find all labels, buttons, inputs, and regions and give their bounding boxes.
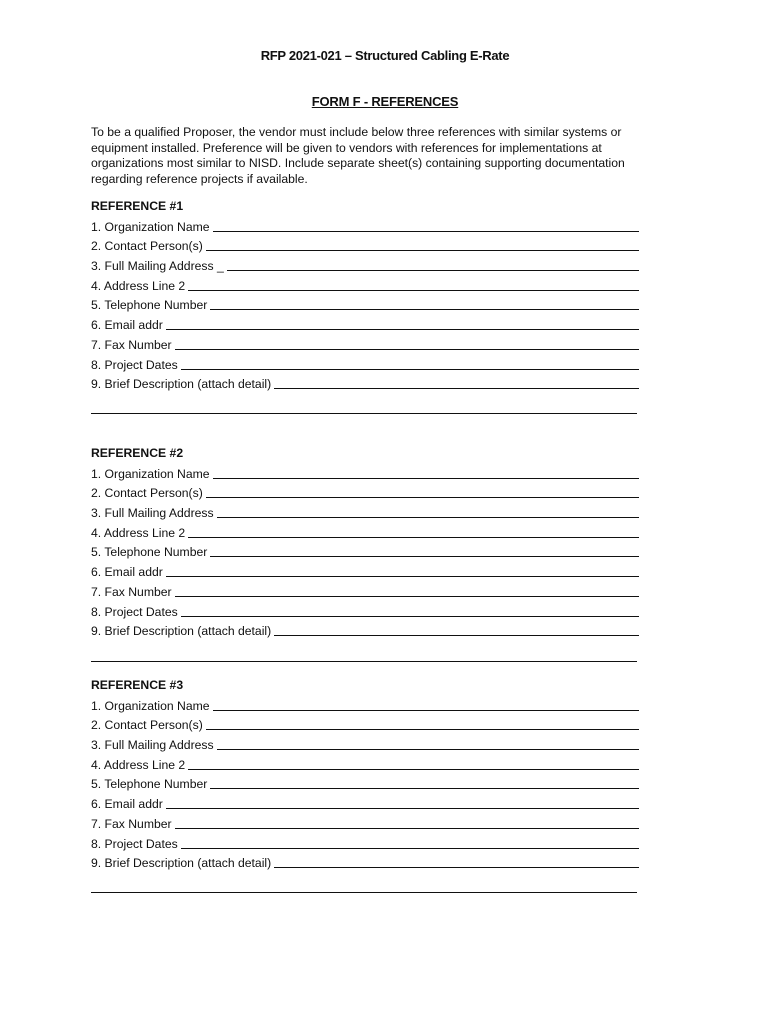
field-blank-line[interactable] (175, 595, 639, 597)
field-label: 7. Fax Number (91, 337, 172, 352)
reference-2-extra-line[interactable] (91, 661, 637, 662)
field-label: 1. Organization Name (91, 219, 210, 234)
field-label: 3. Full Mailing Address (91, 738, 214, 753)
field-blank-line[interactable] (206, 728, 639, 730)
field-label: 8. Project Dates (91, 357, 178, 372)
field-label: 9. Brief Description (attach detail) (91, 377, 272, 392)
field-blank-line[interactable] (206, 496, 639, 498)
field-blank-line[interactable] (181, 368, 639, 370)
field-label: 8. Project Dates (91, 836, 178, 851)
field-blank-line[interactable] (210, 787, 639, 789)
form-field-row (91, 811, 639, 831)
field-label: 1. Organization Name (91, 698, 210, 713)
field-label: 2. Contact Person(s) (91, 718, 203, 733)
reference-3-extra-line[interactable] (91, 892, 637, 893)
field-blank-line[interactable] (274, 387, 639, 389)
field-blank-line[interactable] (217, 748, 639, 750)
field-blank-line[interactable] (175, 827, 639, 829)
field-blank-line[interactable] (213, 230, 639, 232)
field-blank-line[interactable] (188, 536, 639, 538)
field-label: 8. Project Dates (91, 604, 178, 619)
field-label: 4. Address Line 2 (91, 757, 186, 772)
field-label: 2. Contact Person(s) (91, 486, 203, 501)
form-field-row (91, 693, 639, 713)
form-field-row (91, 352, 639, 372)
reference-fields (91, 214, 639, 391)
field-blank-line[interactable] (166, 328, 639, 330)
field-label: 5. Telephone Number (91, 545, 208, 560)
field-blank-line[interactable] (274, 634, 639, 636)
form-field-row (91, 273, 639, 293)
form-field-row (91, 713, 639, 733)
field-blank-line[interactable] (188, 289, 639, 291)
field-label: 2. Contact Person(s) (91, 239, 203, 254)
field-blank-line[interactable] (175, 348, 639, 350)
document-title: RFP 2021-021 – Structured Cabling E-Rate (260, 48, 510, 63)
form-field-row (91, 481, 639, 501)
form-field-row (91, 851, 639, 871)
intro-paragraph: To be a qualified Proposer, the vendor must include below three references with similar systems or equipment installed. Preference will be given to vendors with references for implementations at organizations most similar to NISD. Include separate sheet(s) containing supporting documentation regarding reference projects if available. (91, 125, 625, 186)
field-label: 6. Email addr (91, 565, 163, 580)
form-field-row (91, 293, 639, 313)
field-label: 9. Brief Description (attach detail) (91, 624, 272, 639)
form-field-row (91, 732, 639, 752)
field-label: 7. Fax Number (91, 584, 172, 599)
form-field-row (91, 312, 639, 332)
form-field-row (91, 540, 639, 560)
form-field-row (91, 500, 639, 520)
field-label: 5. Telephone Number (91, 298, 208, 313)
reference-3-section (91, 678, 639, 870)
reference-1-extra-line[interactable] (91, 413, 637, 414)
field-blank-line[interactable] (181, 847, 639, 849)
field-blank-line[interactable] (217, 516, 639, 518)
field-blank-line[interactable] (210, 555, 639, 557)
form-field-row (91, 752, 639, 772)
reference-heading: REFERENCE #1 (91, 199, 184, 213)
field-label: 7. Fax Number (91, 816, 172, 831)
form-field-row (91, 599, 639, 619)
form-field-row (91, 332, 639, 352)
reference-heading: REFERENCE #2 (91, 446, 184, 460)
field-blank-line[interactable] (213, 709, 639, 711)
form-field-row (91, 619, 639, 639)
form-field-row (91, 253, 639, 273)
field-blank-line[interactable] (188, 768, 639, 770)
field-label: 5. Telephone Number (91, 777, 208, 792)
field-blank-line[interactable] (166, 807, 639, 809)
field-blank-line[interactable] (227, 269, 639, 271)
form-field-row (91, 831, 639, 851)
field-label: 6. Email addr (91, 318, 163, 333)
reference-2-section (91, 446, 639, 638)
field-label: 4. Address Line 2 (91, 525, 186, 540)
field-blank-line[interactable] (181, 615, 639, 617)
form-field-row (91, 559, 639, 579)
field-label: 9. Brief Description (attach detail) (91, 856, 272, 871)
form-heading: FORM F - REFERENCES (311, 94, 459, 109)
form-field-row (91, 234, 639, 254)
field-label: 4. Address Line 2 (91, 278, 186, 293)
form-field-row (91, 461, 639, 481)
field-label: 3. Full Mailing Address _ (91, 259, 224, 274)
field-blank-line[interactable] (210, 308, 639, 310)
form-field-row (91, 372, 639, 392)
reference-fields (91, 693, 639, 870)
field-blank-line[interactable] (274, 866, 639, 868)
reference-heading: REFERENCE #3 (91, 678, 184, 692)
form-field-row (91, 772, 639, 792)
field-label: 3. Full Mailing Address (91, 506, 214, 521)
reference-1-section (91, 199, 639, 391)
form-field-row (91, 214, 639, 234)
field-label: 1. Organization Name (91, 466, 210, 481)
field-blank-line[interactable] (213, 477, 639, 479)
field-blank-line[interactable] (166, 575, 639, 577)
field-blank-line[interactable] (206, 249, 639, 251)
reference-fields (91, 461, 639, 638)
field-label: 6. Email addr (91, 797, 163, 812)
form-field-row (91, 579, 639, 599)
form-field-row (91, 520, 639, 540)
form-field-row (91, 791, 639, 811)
